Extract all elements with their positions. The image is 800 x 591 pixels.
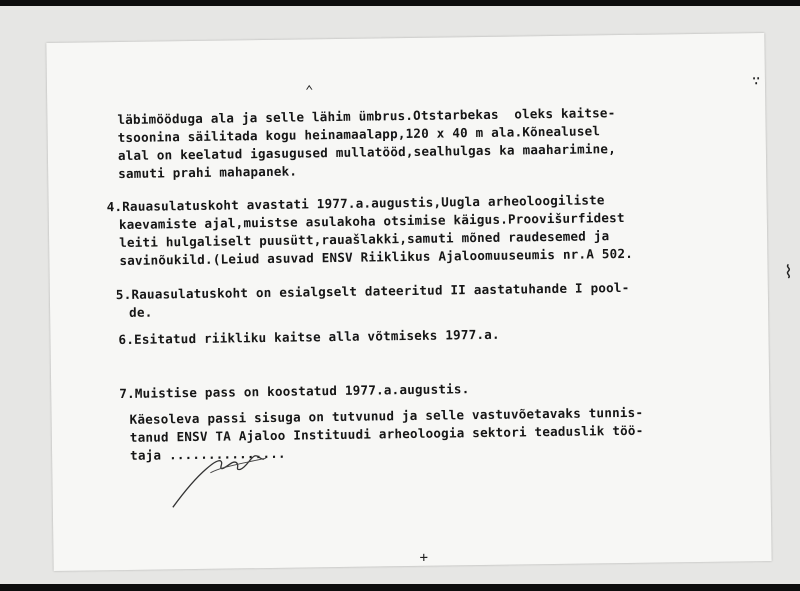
punch-mark: ⌃: [304, 83, 314, 100]
paragraph-6-line: 6.Esitatud riikliku kaitse alla võtmiseks 1977.a.: [118, 326, 500, 348]
paragraph-4-line: savinõukild.(Leiud asuvad ENSV Riiklikus Ajaloomuuseumis nr.A 502.: [119, 245, 634, 269]
text-line: alal on keelatud igasugused mullatööd,sealhulgas ka maaharimine,: [117, 141, 617, 164]
text-line: tsoonina säilitada kogu heinamaalapp,120 x 40 m ala.Kõnealusel: [117, 123, 601, 146]
paragraph-4-line: leiti hulgaliselt puusütt,rauašlakki,samuti mõned raudesemed ja: [119, 228, 610, 251]
certification-line: tanud ENSV TA Ajaloo Instituudi arheoloogia sektori teaduslik töö-: [129, 422, 644, 445]
text-line: samuti prahi mahapanek.: [118, 163, 298, 182]
punch-mark: ∵: [751, 73, 761, 90]
text-line: läbimööduga ala ja selle lähim ümbrus.Otstarbekas oleks kaitse-: [117, 105, 616, 128]
paragraph-5-line: 5.Rauasulatuskoht on esialgselt dateeritud II aastatuhande I pool-: [115, 279, 630, 303]
paragraph-4-line: 4.Rauasulatuskoht avastati 1977.a.augustis,Uugla arheoloogiliste: [106, 192, 605, 215]
punch-mark: +: [419, 549, 429, 566]
certification-line: taja ...............: [130, 445, 286, 463]
paragraph-4-line: kaevamiste ajal,muistse asulakoha otsimise käigus.Proovišurfidest: [118, 209, 625, 233]
document-page: [46, 33, 771, 571]
edge-mark: ⌇: [784, 262, 793, 283]
paragraph-7-line: 7.Muistise pass on koostatud 1977.a.augustis.: [119, 381, 470, 402]
paragraph-5-line: de.: [129, 304, 153, 320]
certification-line: Käesoleva passi sisuga on tutvunud ja selle vastuvõetavaks tunnis-: [129, 404, 644, 427]
